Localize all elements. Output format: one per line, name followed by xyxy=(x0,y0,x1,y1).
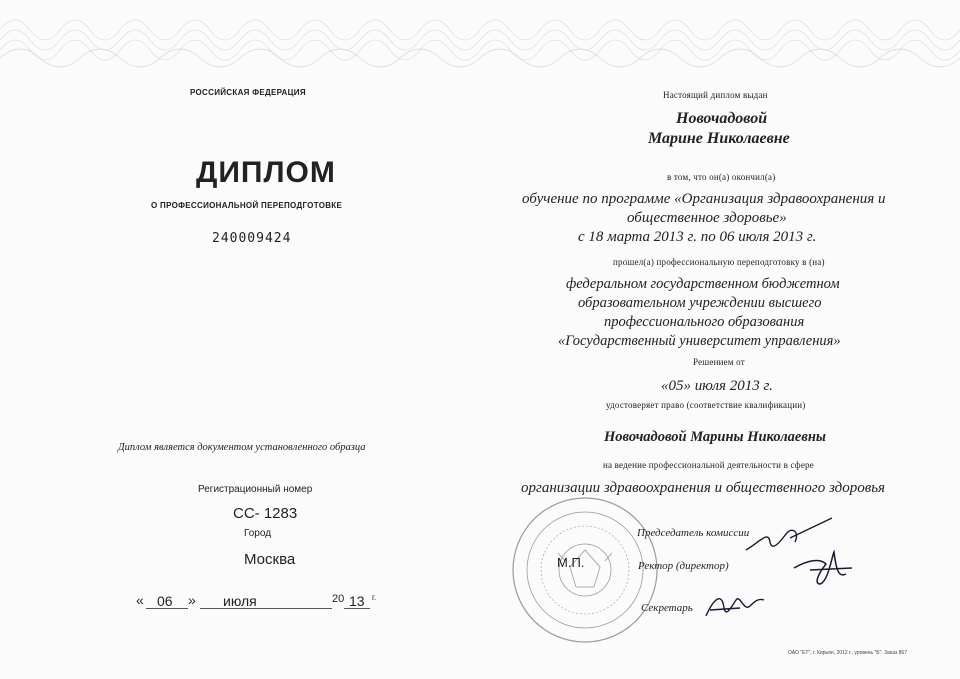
country-label: РОССИЙСКАЯ ФЕДЕРАЦИЯ xyxy=(190,88,306,97)
program-line-2: общественное здоровье» xyxy=(627,210,787,226)
secretary-label: Секретарь xyxy=(641,602,693,614)
diploma-subtitle: О ПРОФЕССИОНАЛЬНОЙ ПЕРЕПОДГОТОВКЕ xyxy=(151,201,343,210)
decision-date: «05» июля 2013 г. xyxy=(661,378,773,394)
institution-line-4: «Государственный университет управления» xyxy=(558,333,841,349)
date-month-underline xyxy=(200,608,332,609)
program-line-1: обучение по программе «Организация здравоохранения и xyxy=(522,191,886,207)
recipient-name: Марине Николаевне xyxy=(648,130,790,147)
date-year-prefix: 20 xyxy=(332,593,345,605)
certifies-label: удостоверяет право (соответствие квалификации) xyxy=(606,400,806,410)
printer-note: ОАО "ЕТ", г. Кирьял, 2012 г., уровень "Б". Заказ 867 xyxy=(788,650,907,656)
diploma-number: 240009424 xyxy=(212,231,292,246)
document-note: Диплом является документом установленного образца xyxy=(118,442,366,453)
program-dates: с 18 марта 2013 г. по 06 июля 2013 г. xyxy=(578,229,817,245)
finished-label: в том, что он(а) окончил(а) xyxy=(667,172,776,182)
holder-name: Новочадовой Марины Николаевны xyxy=(604,429,826,445)
date-open-quote: « xyxy=(136,592,144,608)
city-value: Москва xyxy=(244,551,296,568)
date-close-quote: » xyxy=(188,592,196,608)
recipient-surname: Новочадовой xyxy=(676,110,768,127)
date-year-underline xyxy=(344,608,370,609)
guilloche-pattern xyxy=(0,0,960,90)
chair-label: Председатель комиссии xyxy=(637,527,750,539)
activity-label: на ведение профессиональной деятельности в сфере xyxy=(603,460,814,470)
date-month: июля xyxy=(223,593,257,609)
city-label: Город xyxy=(244,528,272,539)
activity-value: организации здравоохранения и общественного здоровья xyxy=(521,480,886,496)
diploma-title: ДИПЛОМ xyxy=(196,156,336,189)
rector-signature xyxy=(790,548,860,588)
issued-to-label: Настоящий диплом выдан xyxy=(663,90,768,100)
date-year-unit: г. xyxy=(372,593,377,602)
registration-label: Регистрационный номер xyxy=(198,484,313,495)
registration-value: СС- 1283 xyxy=(233,505,298,522)
institution-line-1: федеральном государственном бюджетном xyxy=(566,276,840,292)
stamp-label: М.П. xyxy=(557,555,585,570)
date-day: 06 xyxy=(157,593,173,609)
date-year-suffix: 13 xyxy=(349,593,365,609)
decision-label: Решением от xyxy=(693,357,745,367)
date-day-underline xyxy=(146,608,188,609)
secretary-signature xyxy=(700,588,770,624)
institution-line-3: профессионального образования xyxy=(604,314,805,330)
rector-label: Ректор (директор) xyxy=(638,560,729,572)
passed-label: прошел(а) профессиональную переподготовку в (на) xyxy=(613,257,825,267)
institution-line-2: образовательном учреждении высшего xyxy=(578,295,822,311)
